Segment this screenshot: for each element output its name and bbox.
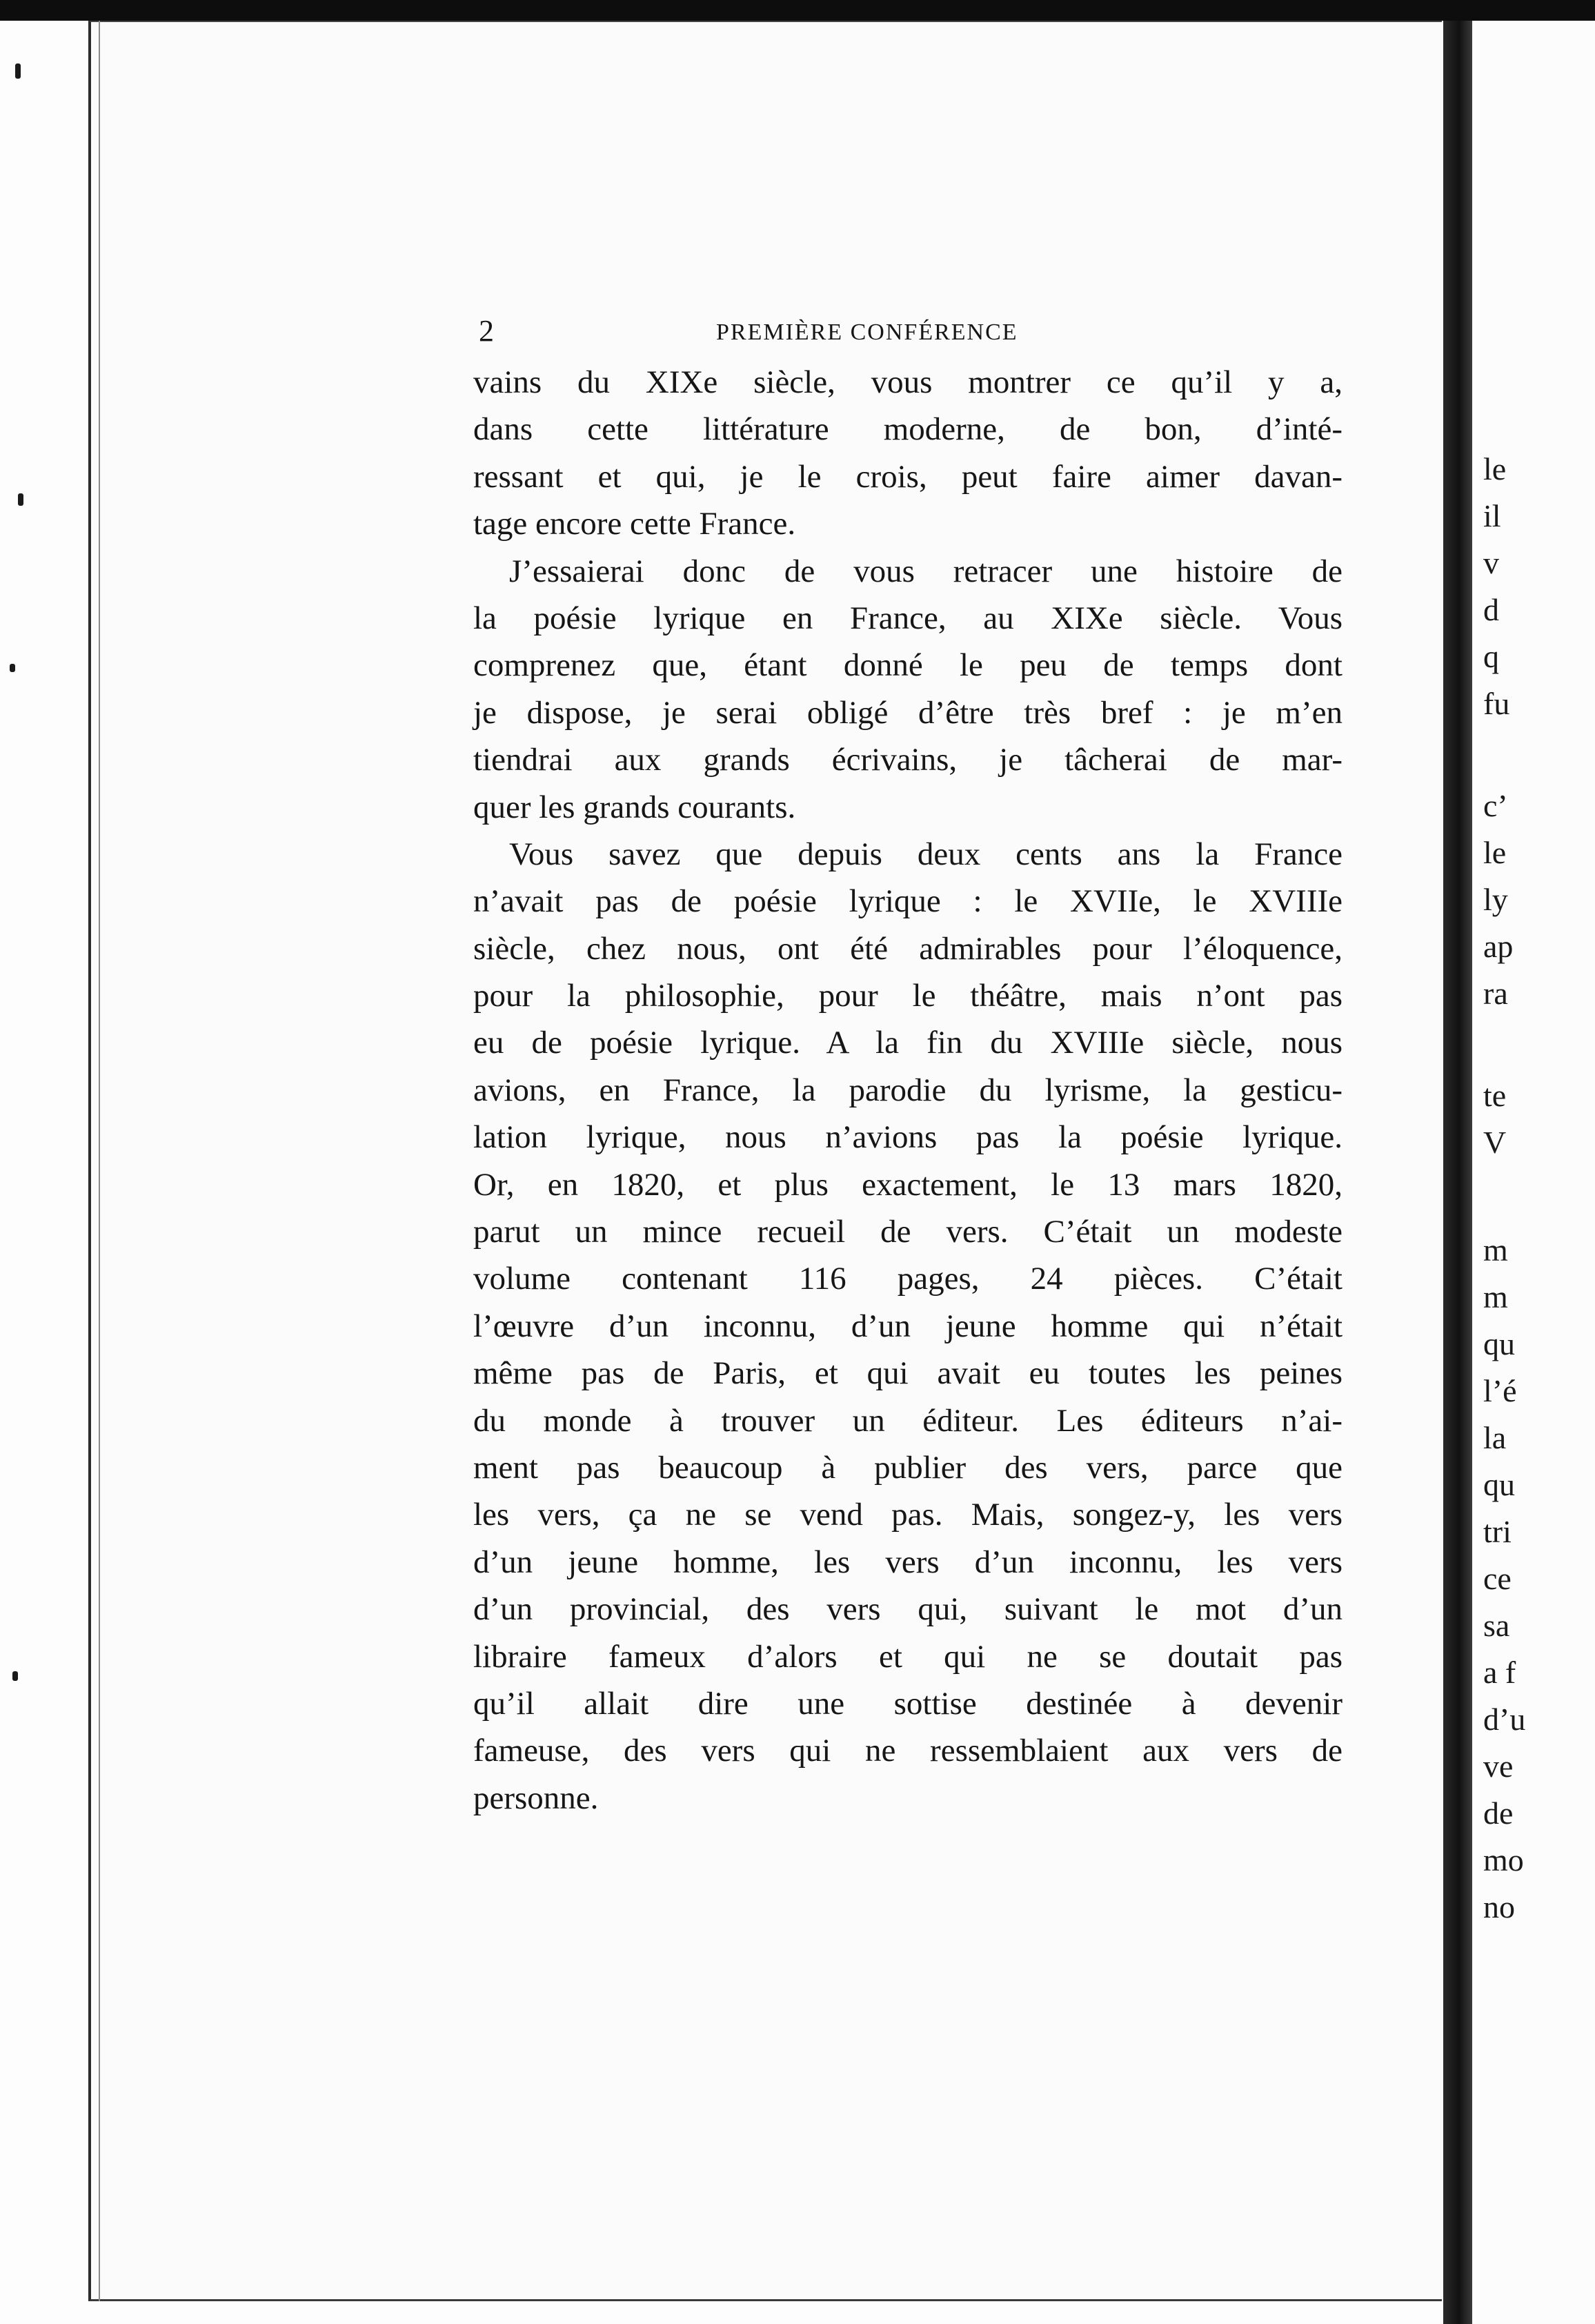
text-line: parut un mince recueil de vers. C’était un modeste bbox=[473, 1214, 1343, 1250]
text-line: Vous savez que depuis deux cents ans la France bbox=[509, 836, 1343, 872]
text-line: tiendrai aux grands écrivains, je tâcherai de mar- bbox=[473, 742, 1343, 778]
text-line: Or, en 1820, et plus exactement, le 13 mars 1820, bbox=[473, 1166, 1343, 1203]
book-gutter bbox=[1443, 21, 1472, 2324]
page-edge-rule bbox=[99, 21, 100, 2301]
text-line: eu de poésie lyrique. A la fin du XVIIIe siècle, nous bbox=[473, 1025, 1343, 1061]
next-page-line: q bbox=[1483, 639, 1499, 674]
next-page-line: m bbox=[1483, 1279, 1508, 1314]
text-line: du monde à trouver un éditeur. Les éditeurs n’ai- bbox=[473, 1402, 1343, 1439]
running-head bbox=[473, 311, 1343, 359]
next-page-line: ve bbox=[1483, 1749, 1514, 1784]
next-page-line: sa bbox=[1483, 1608, 1510, 1643]
next-page-line: ce bbox=[1483, 1561, 1512, 1596]
next-page-line: l’é bbox=[1483, 1373, 1517, 1408]
next-page-line: ly bbox=[1483, 882, 1508, 917]
text-line: volume contenant 116 pages, 24 pièces. C’était bbox=[473, 1261, 1343, 1297]
text-line: les vers, ça ne se vend pas. Mais, songez-y, les vers bbox=[473, 1497, 1343, 1533]
text-line: pour la philosophie, pour le théâtre, mais n’ont pas bbox=[473, 978, 1343, 1014]
page-content bbox=[473, 311, 1343, 1822]
text-line: dans cette littérature moderne, de bon, d’inté- bbox=[473, 411, 1343, 448]
next-page-line: la bbox=[1483, 1420, 1507, 1455]
next-page-fragment bbox=[1476, 21, 1595, 2324]
body-text bbox=[473, 359, 1343, 1822]
text-line: n’avait pas de poésie lyrique : le XVIIe, le XVIIIe bbox=[473, 883, 1343, 920]
text-line: qu’il allait dire une sottise destinée à devenir bbox=[473, 1685, 1343, 1722]
next-page-line: tri bbox=[1483, 1514, 1512, 1549]
next-page-line: c’ bbox=[1483, 788, 1508, 823]
next-page-line: mo bbox=[1483, 1842, 1524, 1878]
text-line: lation lyrique, nous n’avions pas la poésie lyrique. bbox=[473, 1119, 1343, 1156]
next-page-line: de bbox=[1483, 1795, 1514, 1831]
text-line: comprenez que, étant donné le peu de temps dont bbox=[473, 647, 1343, 684]
next-page-line: ra bbox=[1483, 976, 1508, 1011]
text-line: ment pas beaucoup à publier des vers, parce que bbox=[473, 1449, 1343, 1486]
text-line: personne. bbox=[473, 1780, 599, 1816]
next-page-line: le bbox=[1483, 835, 1507, 870]
text-line: ressant et qui, je le crois, peut faire aimer davan- bbox=[473, 458, 1343, 495]
next-page-line: il bbox=[1483, 498, 1501, 533]
text-line: vains du XIXe siècle, vous montrer ce qu’il y a, bbox=[473, 364, 1343, 400]
next-page-line: te bbox=[1483, 1078, 1507, 1113]
text-line: J’essaierai donc de vous retracer une histoire de bbox=[509, 553, 1343, 589]
text-line: quer les grands courants. bbox=[473, 789, 796, 825]
text-line: même pas de Paris, et qui avait eu toutes les peines bbox=[473, 1355, 1343, 1392]
next-page-line: m bbox=[1483, 1232, 1508, 1268]
next-page-line: qu bbox=[1483, 1326, 1515, 1361]
text-line: d’un jeune homme, les vers d’un inconnu, les vers bbox=[473, 1544, 1343, 1580]
text-line: libraire fameux d’alors et qui ne se doutait pas bbox=[473, 1638, 1343, 1675]
text-line: je dispose, je serai obligé d’être très bref : je m’en bbox=[473, 694, 1343, 731]
scan-top-border bbox=[0, 0, 1595, 21]
text-line: d’un provincial, des vers qui, suivant le mot d’un bbox=[473, 1591, 1343, 1628]
next-page-line: le bbox=[1483, 451, 1507, 486]
page-number: 2 bbox=[479, 314, 494, 348]
next-page-line: ap bbox=[1483, 929, 1514, 964]
next-page-line: a f bbox=[1483, 1655, 1516, 1690]
margin-speck bbox=[10, 664, 15, 672]
next-page-line: no bbox=[1483, 1889, 1515, 1924]
next-page-line: V bbox=[1483, 1125, 1507, 1160]
text-line: tage encore cette France. bbox=[473, 506, 796, 542]
margin-speck bbox=[12, 1671, 18, 1681]
text-line: la poésie lyrique en France, au XIXe siècle. Vous bbox=[473, 600, 1343, 636]
text-line: fameuse, des vers qui ne ressemblaient aux vers de bbox=[473, 1733, 1343, 1769]
text-line: siècle, chez nous, ont été admirables pour l’éloquence, bbox=[473, 930, 1343, 967]
next-page-line: qu bbox=[1483, 1467, 1515, 1502]
next-page-line: d’u bbox=[1483, 1702, 1526, 1737]
next-page-line: d bbox=[1483, 592, 1499, 627]
text-line: avions, en France, la parodie du lyrisme, la gesticu- bbox=[473, 1072, 1343, 1108]
running-head-title: PREMIÈRE CONFÉRENCE bbox=[716, 319, 1018, 345]
margin-speck bbox=[15, 63, 21, 79]
next-page-line: fu bbox=[1483, 686, 1510, 721]
margin-speck bbox=[18, 493, 23, 506]
text-line: l’œuvre d’un inconnu, d’un jeune homme qui n’était bbox=[473, 1308, 1343, 1344]
next-page-line: v bbox=[1483, 545, 1499, 580]
